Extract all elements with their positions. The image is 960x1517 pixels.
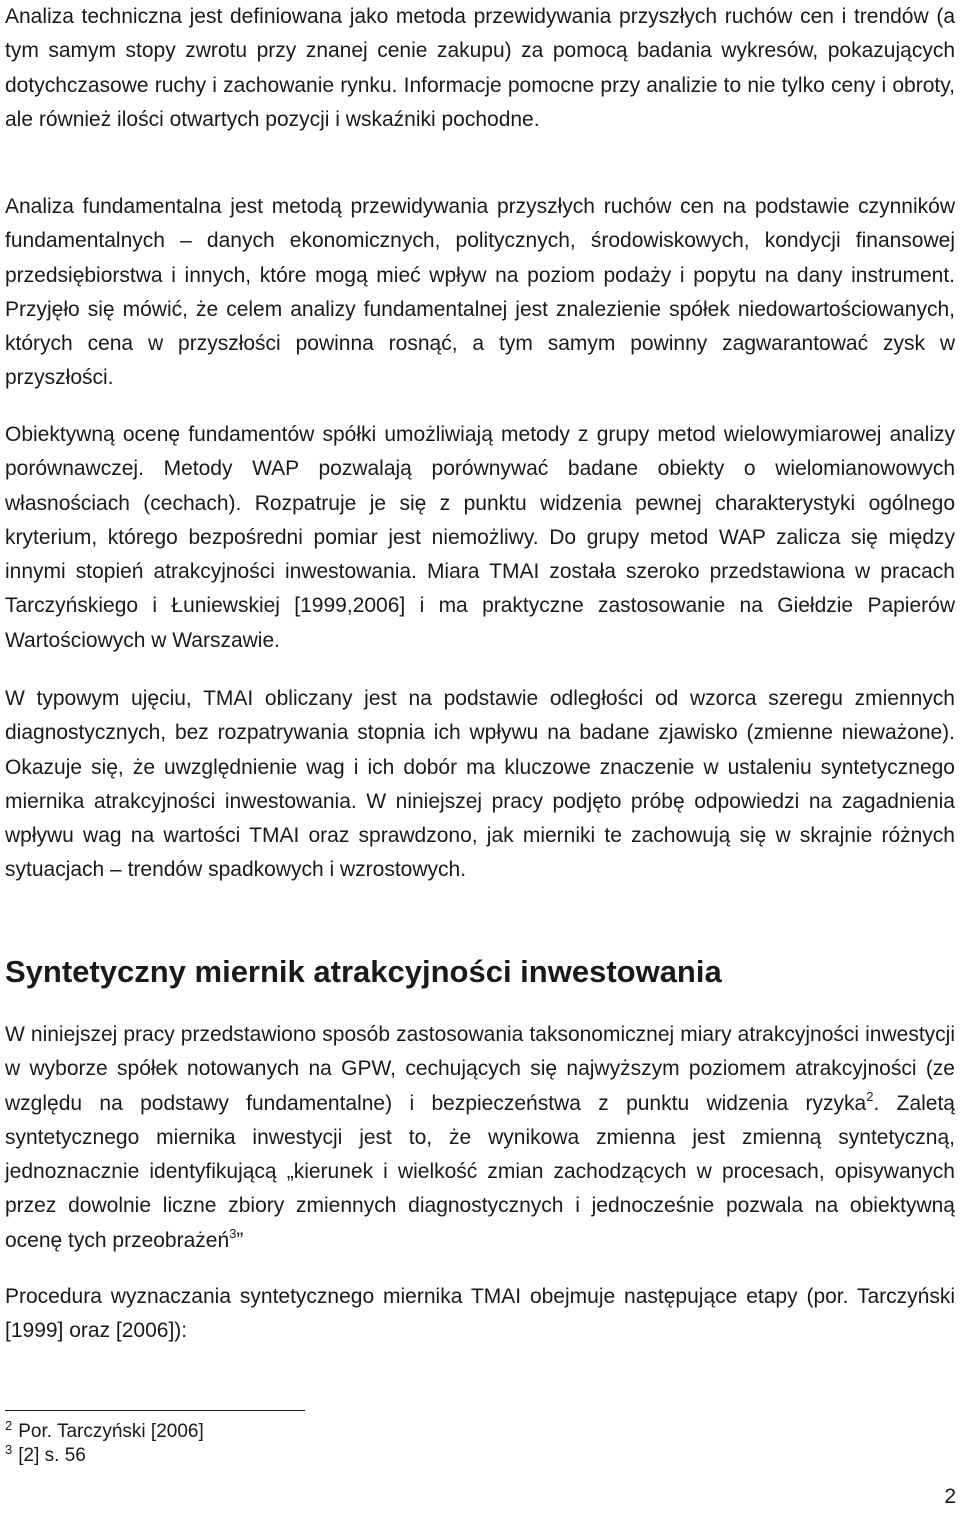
paragraph-tmai-weights: W typowym ujęciu, TMAI obliczany jest na podstawie odległości od wzorca szeregu zmiennych diagnostycznych, bez rozpatrywania stopnia ich wpływu na badane zjawisko (zmienne nieważone). Okazuje się, że uwzględnienie wag i ich dobór ma kluczowe znaczenie w ustaleniu syntetycznego miernika atrakcyjności inwestowania. W niniejszej pracy podjęto próbę odpowiedzi na zagadnienia wpływu wag na wartości TMAI oraz sprawdzono, jak mierniki te zachowują się w skrajnie różnych sytuacjach – trendów spadkowych i wzrostowych. (5, 687, 955, 882)
page-number: 2 (944, 1485, 956, 1508)
paragraph-text: W niniejszej pracy przedstawiono sposób zastosowania taksonomicznej miary atrakcyjności inwestycji w wyborze spółek notowanych na GPW, cechujących się najwyższym poziomem atrakcyjności (ze względu na podstawy fundamentalne) i bezpieczeństwa z punktu widzenia ryzyka (5, 1023, 955, 1115)
footnote-ref: 3 (229, 1225, 237, 1241)
paragraph-fundamental-analysis: Analiza fundamentalna jest metodą przewidywania przyszłych ruchów cen na podstawie czynników fundamentalnych – danych ekonomicznych, politycznych, środowiskowych, kondycji finansowej przedsiębiorstwa i innych, które mogą mieć wpływ na poziom podaży i popytu na dany instrument. Przyjęło się mówić, że celem analizy fundamentalnej jest znalezienie spółek niedowartościowanych, których cena w przyszłości powinna rosnąć, a tym samym powinny zagwarantować zysk w przyszłości. (5, 195, 955, 390)
paragraph-wap-methods: Obiektywną ocenę fundamentów spółki umożliwiają metody z grupy metod wielowymiarowej analizy porównawczej. Metody WAP pozwalają porównywać badane obiekty o wielomianowowych własnościach (cechach). Rozpatruje je się z punktu widzenia pewnej charakterystyki ogólnego kryterium, którego bezpośredni pomiar jest niemożliwy. Do grupy metod WAP zalicza się między innymi stopień atrakcyjności inwestowania. Miara TMAI została szeroko przedstawiona w pracach Tarczyńskiego i Łuniewskiej [1999,2006] i ma praktyczne zastosowanie na Giełdzie Papierów Wartościowych w Warszawie. (5, 423, 955, 652)
footnote-text: [2] s. 56 (18, 1445, 86, 1466)
paragraph-technical-analysis: Analiza techniczna jest definiowana jako metoda przewidywania przyszłych ruchów cen i trendów (a tym samym stopy zwrotu przy znanej cenie zakupu) za pomocą badania wykresów, pokazujących dotychczasowe ruchy i zachowanie rynku. Informacje pomocne przy analizie to nie tylko ceny i obroty, ale również ilości otwartych pozycji i wskaźniki pochodne. (5, 5, 955, 131)
footnote-separator (5, 1410, 305, 1411)
paragraph-procedure: Procedura wyznaczania syntetycznego miernika TMAI obejmuje następujące etapy (por. Tarczyński [1999] oraz [2006]): (5, 1285, 955, 1343)
footnote (5, 1444, 86, 1468)
paragraph-synthetic-measure (5, 1018, 955, 1258)
footnote-marker: 2 (5, 1418, 13, 1433)
closing-quote: ” (236, 1228, 244, 1252)
footnote-ref: 2 (866, 1088, 874, 1104)
footnote (5, 1420, 204, 1444)
footnote-marker: 3 (5, 1442, 13, 1457)
footnote-text: Por. Tarczyński [2006] (18, 1421, 204, 1442)
paragraph-text: . Zaletą syntetycznego miernika inwestycji jest to, że wynikowa zmienna jest zmienną syntetyczną, jednoznacznie identyfikującą „kierunek i wielkość zmian zachodzących w procesach, opisywanych przez dowolnie liczne zbiory zmiennych diagnostycznych i jednocześnie pozwala na obiektywną ocenę tych przeobrażeń (5, 1091, 955, 1252)
section-heading: Syntetyczny miernik atrakcyjności inwestowania (5, 954, 722, 989)
